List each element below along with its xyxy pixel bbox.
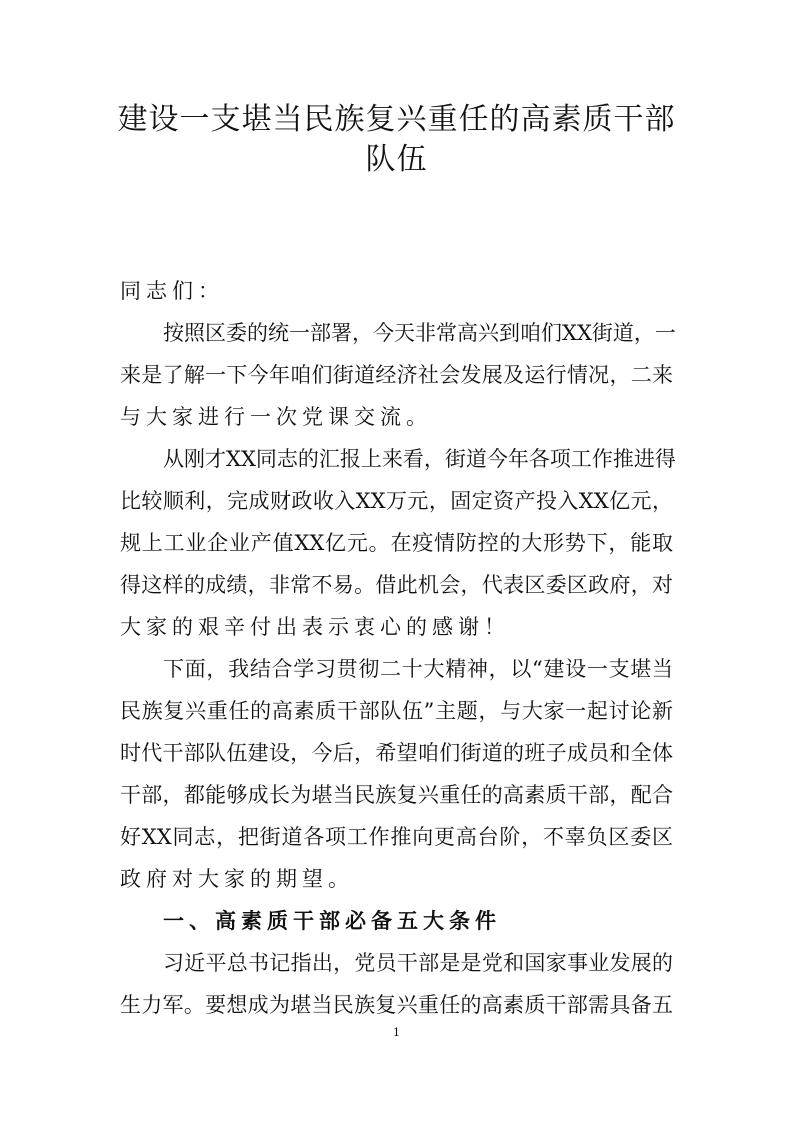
paragraph-line: 政府对大家的期望。: [120, 867, 354, 891]
paragraph-line: 民族复兴重任的高素质干部队伍”主题，与大家一起讨论新: [120, 699, 673, 723]
paragraph-line: 下面，我结合学习贯彻二十大精神，以“建设一支堪当: [163, 657, 673, 681]
document-title-line-2: 队伍: [365, 142, 428, 177]
document-body: [120, 270, 676, 1026]
paragraph-line: 生力军。要想成为堪当民族复兴重任的高素质干部需具备五: [120, 993, 673, 1017]
paragraph-line: 习近平总书记指出，党员干部是是党和国家事业发展的: [163, 951, 673, 975]
paragraph-line: 比较顺利，完成财政收入XX万元，固定资产投入XX亿元，: [120, 489, 673, 513]
document-title-line-1: 建设一支堪当民族复兴重任的高素质干部: [117, 102, 676, 137]
paragraph-line: 与大家进行一次党课交流。: [120, 405, 432, 429]
paragraph-line: 从刚才XX同志的汇报上来看，街道今年各项工作推进得: [163, 447, 676, 471]
paragraph-line: 来是了解一下今年咱们街道经济社会发展及运行情况，二来: [120, 363, 673, 387]
paragraph-line: 大家的艰辛付出表示衷心的感谢！: [120, 615, 510, 639]
paragraph-line: 好XX同志，把街道各项工作推向更高台阶，不辜负区委区: [120, 825, 673, 849]
salutation: 同志们：: [120, 279, 224, 303]
paragraph-line: 规上工业企业产值XX亿元。在疫情防控的大形势下，能取: [120, 531, 673, 555]
section-heading: 一、高素质干部必备五大条件: [163, 909, 501, 933]
paragraph-line: 干部，都能够成长为堪当民族复兴重任的高素质干部，配合: [120, 783, 673, 807]
paragraph-line: 得这样的成绩，非常不易。借此机会，代表区委区政府，对: [120, 573, 673, 597]
paragraph-line: 按照区委的统一部署，今天非常高兴到咱们XX街道，一: [163, 321, 676, 345]
paragraph-line: 时代干部队伍建设，今后，希望咱们街道的班子成员和全体: [120, 741, 673, 765]
page-number: 1: [393, 1026, 400, 1039]
